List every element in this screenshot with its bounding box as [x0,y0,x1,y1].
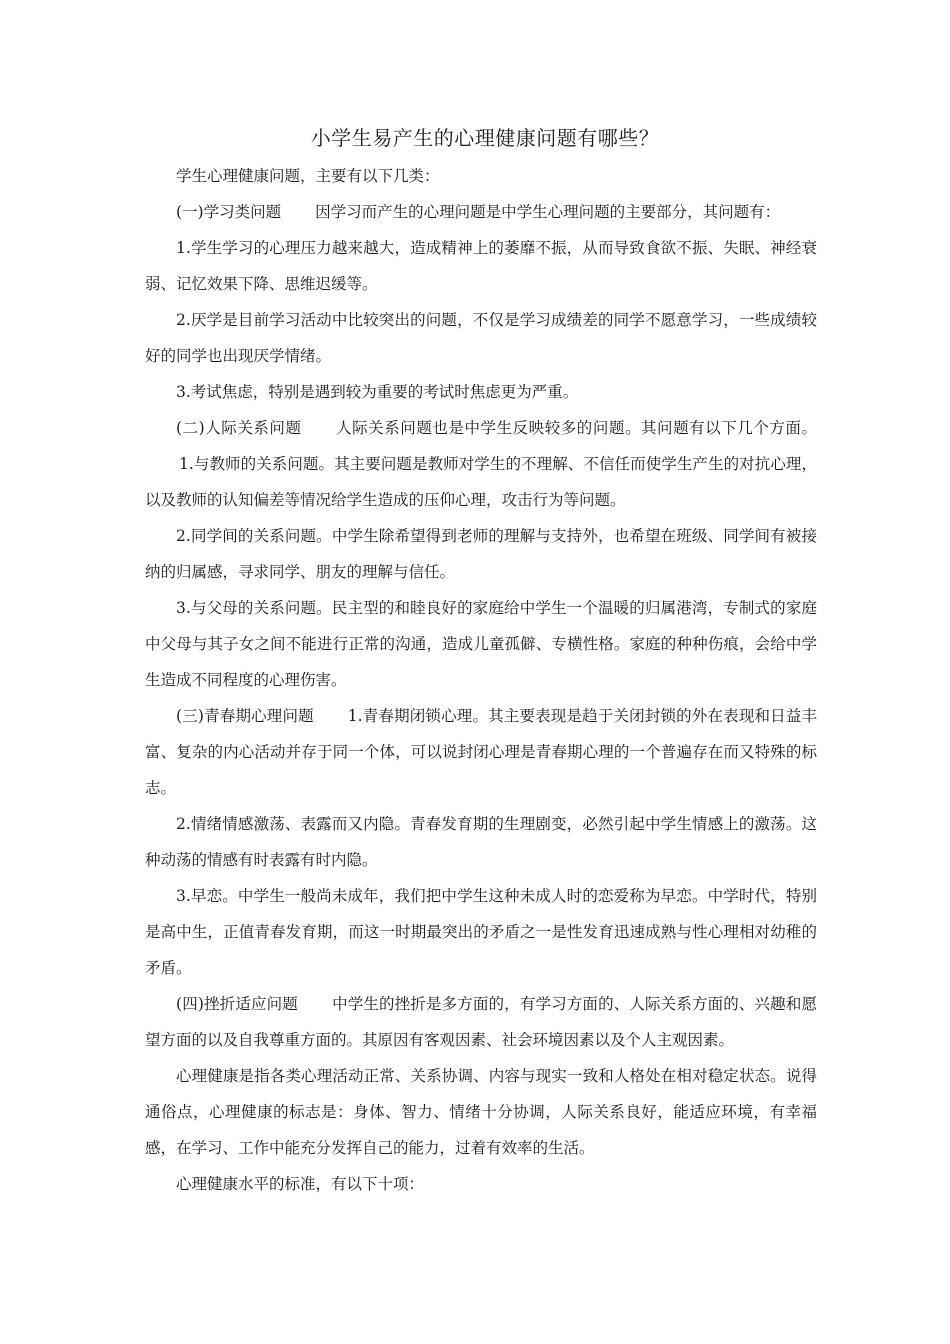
section4-heading-paragraph [145,986,817,1058]
section2-item-3: 3.与父母的关系问题。民主型的和睦良好的家庭给中学生一个温暖的归属港湾，专制式的家庭中父母与其子女之间不能进行正常的沟通，造成儿童孤僻、专横性格。家庭的种种伤痕，会给中学生造成不同程度的心理伤害。 [145,599,817,689]
section3-item-3: 3.早恋。中学生一般尚未成年，我们把中学生这种未成人时的恋爱称为早恋。中学时代，特别是高中生，正值青春发育期，而这一时期最突出的矛盾之一是性发育迅速成熟与性心理相对幼稚的矛盾。 [145,887,817,977]
section3-item-2: 2.情绪情感激荡、表露而又内隐。青春发育期的生理剧变，必然引起中学生情感上的激荡。这种动荡的情感有时表露有时内隐。 [145,815,817,869]
section4-lead: 中学生的挫折是多方面的，有学习方面的、人际关系方面的、兴趣和愿望方面的以及自我尊重方面的。其原因有客观因素、社会环境因素以及个人主观因素。 [145,995,817,1049]
section2-heading: (二)人际关系问题 [176,419,302,437]
section3-heading: (三)青春期心理问题 [176,707,314,725]
section3-item-1: 1.青春期闭锁心理。其主要表现是趋于关闭封锁的外在表现和日益丰富、复杂的内心活动并存于同一个体，可以说封闭心理是青春期心理的一个普遍存在而又特殊的标志。 [145,707,817,797]
section1-heading: (一)学习类问题 [176,203,282,221]
definition-paragraph: 心理健康是指各类心理活动正常、关系协调、内容与现实一致和人格处在相对稳定状态。说得通俗点，心理健康的标志是：身体、智力、情绪十分协调，人际关系良好，能适应环境，有幸福感，在学习、工作中能充分发挥自己的能力，过着有效率的生活。 [145,1067,817,1157]
section2-item-2: 2.同学间的关系问题。中学生除希望得到老师的理解与支持外，也希望在班级、同学间有被接纳的归属感，寻求同学、朋友的理解与信任。 [145,527,817,581]
document-page [145,118,817,1202]
standards-intro-paragraph: 心理健康水平的标准，有以下十项： [176,1175,425,1193]
section1-item-3: 3.考试焦虑，特别是遇到较为重要的考试时焦虑更为严重。 [176,383,579,401]
document-title: 小学生易产生的心理健康问题有哪些？ [310,126,660,150]
section1-lead: 因学习而产生的心理问题是中学生心理问题的主要部分，其问题有： [315,203,781,221]
section1-item-2: 2.厌学是目前学习活动中比较突出的问题，不仅是学习成绩差的同学不愿意学习，一些成绩较好的同学也出现厌学情绪。 [145,311,817,365]
section4-heading: (四)挫折适应问题 [176,995,298,1013]
section2-item-1: 1.与教师的关系问题。其主要问题是教师对学生的不理解、不信任而使学生产生的对抗心理，以及教师的认知偏差等情况给学生造成的压仰心理，攻击行为等问题。 [145,455,817,509]
section2-heading-paragraph [145,410,817,518]
intro-paragraph: 学生心理健康问题，主要有以下几类： [176,167,440,185]
section2-lead: 人际关系问题也是中学生反映较多的问题。其问题有以下几个方面。 [335,419,817,437]
section3-heading-paragraph [145,698,817,806]
section1-item-1: 1.学生学习的心理压力越来越大，造成精神上的萎靡不振，从而导致食欲不振、失眠、神经衰弱、记忆效果下降、思维迟缓等。 [145,239,817,293]
section1-heading-paragraph [145,194,817,230]
